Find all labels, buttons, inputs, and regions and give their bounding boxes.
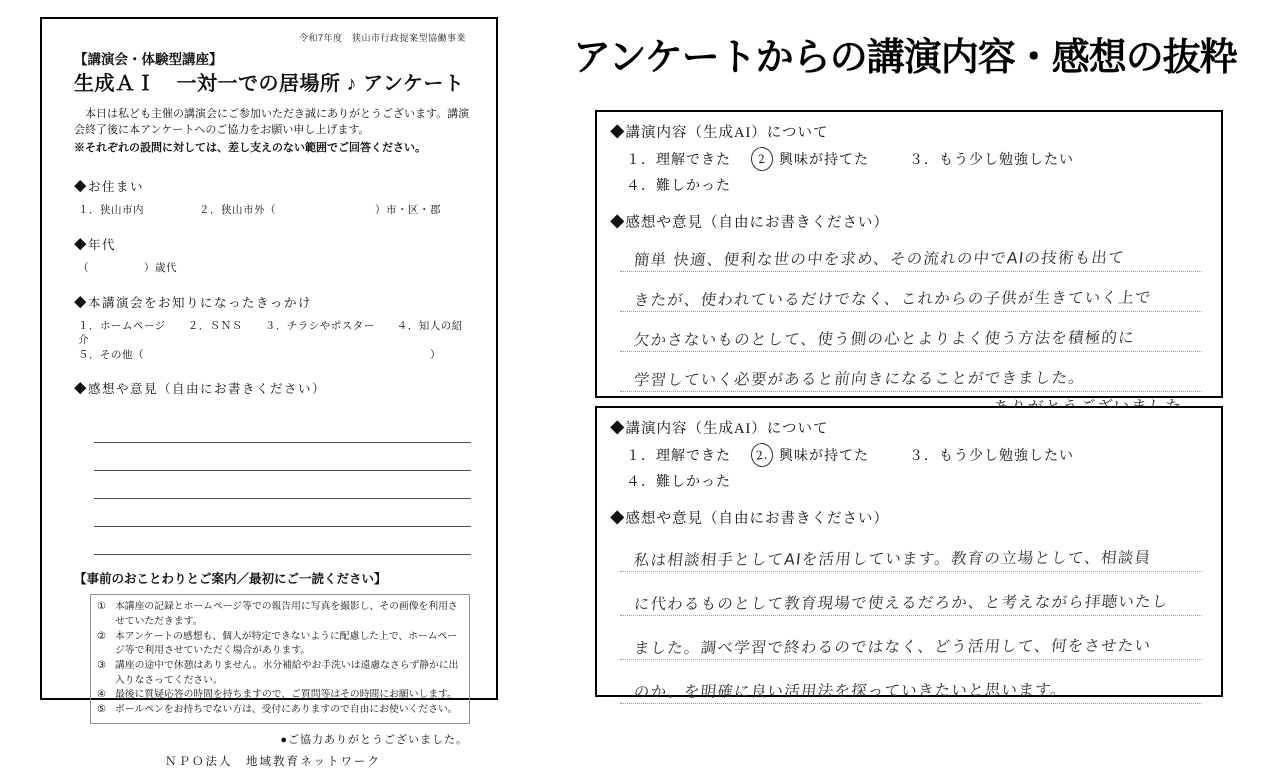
notice-box [90, 594, 470, 724]
notice-item-number: ① [97, 601, 106, 613]
lecture-content-heading: ◆講演内容（生成AI）について [610, 125, 829, 141]
form-category: 【講演会・体験型講座】 [74, 52, 223, 68]
handwritten-text: 学習していく必要があると前向きになることができました。 [632, 368, 1086, 390]
notice-item [97, 703, 461, 718]
answer-line [94, 443, 471, 471]
notice-item-text: 最後に質疑応答の時間を持ちますので、ご質問等はその時間にお願いします。 [115, 689, 457, 701]
handwritten-text: のか、を明確に良い活用法を探っていきたいと思います。 [632, 680, 1068, 702]
handwritten-line [620, 616, 1202, 660]
notice-item [97, 630, 461, 659]
handwritten-text: きたが、使われているだけでなく、これからの子供が生きていく上で [632, 288, 1153, 310]
question-residence-options: １．狭山市内 ２．狭山市外（ ）市・区・郡 [78, 204, 441, 216]
option-difficult: ４．難しかった [626, 475, 731, 490]
notice-item-text: ボールペンをお持ちでない方は、受付にありますので自由にお使いください。 [115, 704, 458, 716]
handwritten-text: 簡単 快適、便利な世の中を求め、その流れの中でAIの技術も出て [632, 248, 1126, 270]
notice-item-text: 講座の途中で休憩はありません。水分補給やお手洗いは遠慮なさらず静かに出入りなさってください。 [115, 660, 459, 686]
handwritten-text: 欠かさないものとして、使う側の心とよりよく使う方法を積極的に [632, 328, 1136, 350]
notice-item-text: 本アンケートの感想も、個人が特定できないように配慮した上で、ホームページ等で利用させていただく場合があります。 [115, 630, 458, 657]
question-residence-heading: ◆お住まい [74, 180, 145, 195]
question-age-field: （ ）歳代 [78, 263, 177, 274]
comments-heading: ◆感想や意見（自由にお書きください） [610, 511, 889, 527]
notice-item-text: 本講座の記録とホームページ等での報告用に写真を撮影し、その画像を利用させていただきます。 [115, 601, 458, 627]
circled-answer-mark: 2. [750, 442, 774, 468]
program-tag: 令和7年度 狭山市行政提案型協働事業 [298, 33, 466, 43]
form-title: 生成ＡＩ 一対一での居場所 ♪ アンケート [74, 73, 465, 96]
option-study-more: ３．もう少し勉強したい [909, 153, 1074, 168]
lecture-content-options [610, 443, 1208, 467]
notice-item-number: ② [97, 630, 106, 642]
question-source-heading: ◆本講演会をお知りになったきっかけ [74, 296, 313, 311]
notice-item-number: ④ [97, 689, 106, 701]
handwritten-line [620, 528, 1202, 572]
lecture-content-heading: ◆講演内容（生成AI）について [610, 421, 829, 437]
response-excerpt-box-1 [595, 110, 1223, 398]
answer-line [94, 415, 471, 443]
handwritten-line [620, 312, 1202, 352]
notice-item [97, 688, 461, 703]
notice-item-number: ⑤ [97, 704, 106, 716]
answer-line [94, 527, 471, 555]
handwritten-line [620, 572, 1202, 616]
handwritten-text: に代わるものとして教育現場で使えるだろか、と考えながら拝聴いたし [632, 592, 1170, 614]
question-age-heading: ◆年代 [74, 238, 117, 253]
free-answer-lines [94, 415, 471, 555]
question-source-options-line1: １．ホームページ ２．ＳＮＳ ３．チラシやポスター ４．知人の紹介 [78, 321, 463, 347]
organization-name: ＮＰＯ法人 地域教育ネットワーク [165, 755, 381, 768]
handwritten-text: ました。調べ学習で終わるのではなく、どう活用して、何をさせたい [632, 636, 1153, 658]
survey-form-sheet [40, 17, 498, 768]
handwritten-line [620, 660, 1202, 704]
form-thanks: ●ご協力ありがとうございました。 [280, 733, 468, 746]
option-difficult: ４．難しかった [626, 179, 731, 194]
handwritten-text: 私は相談相手としてAIを活用しています。教育の立場として、相談員 [632, 548, 1153, 570]
response-excerpt-box-2 [595, 406, 1223, 702]
notice-item [97, 659, 461, 688]
answer-line [94, 471, 471, 499]
slide-title: アンケートからの講演内容・感想の抜粋 [573, 37, 1237, 79]
option-interested: 興味が持てた [779, 449, 869, 464]
comments-heading: ◆感想や意見（自由にお書きください） [610, 215, 889, 231]
circled-answer-mark: 2 [750, 146, 774, 172]
question-comments-heading: ◆感想や意見（自由にお書きください） [74, 381, 327, 396]
notice-heading: 【事前のおことわりとご案内／最初にご一読ください】 [74, 572, 387, 587]
option-study-more: ３．もう少し勉強したい [909, 449, 1074, 464]
handwritten-line [620, 352, 1202, 392]
form-intro: 本日は私ども主催の講演会にご参加いただき誠にありがとうございます。講演会終了後に本アンケートへのご協力をお願い申し上げます。 [74, 108, 470, 137]
notice-item [97, 600, 461, 629]
form-intro-note: ※それぞれの設問に対しては、差し支えのない範囲でご回答ください。 [74, 142, 426, 155]
question-source-options-line2: ５．その他（ ） [78, 350, 441, 362]
option-interested: 興味が持てた [779, 153, 869, 168]
handwritten-line [620, 232, 1202, 272]
option-understood: １．理解できた [626, 153, 731, 168]
option-understood: １．理解できた [626, 449, 731, 464]
answer-line [94, 499, 471, 527]
notice-item-number: ③ [97, 660, 106, 672]
handwritten-line [620, 272, 1202, 312]
lecture-content-options [610, 147, 1208, 171]
